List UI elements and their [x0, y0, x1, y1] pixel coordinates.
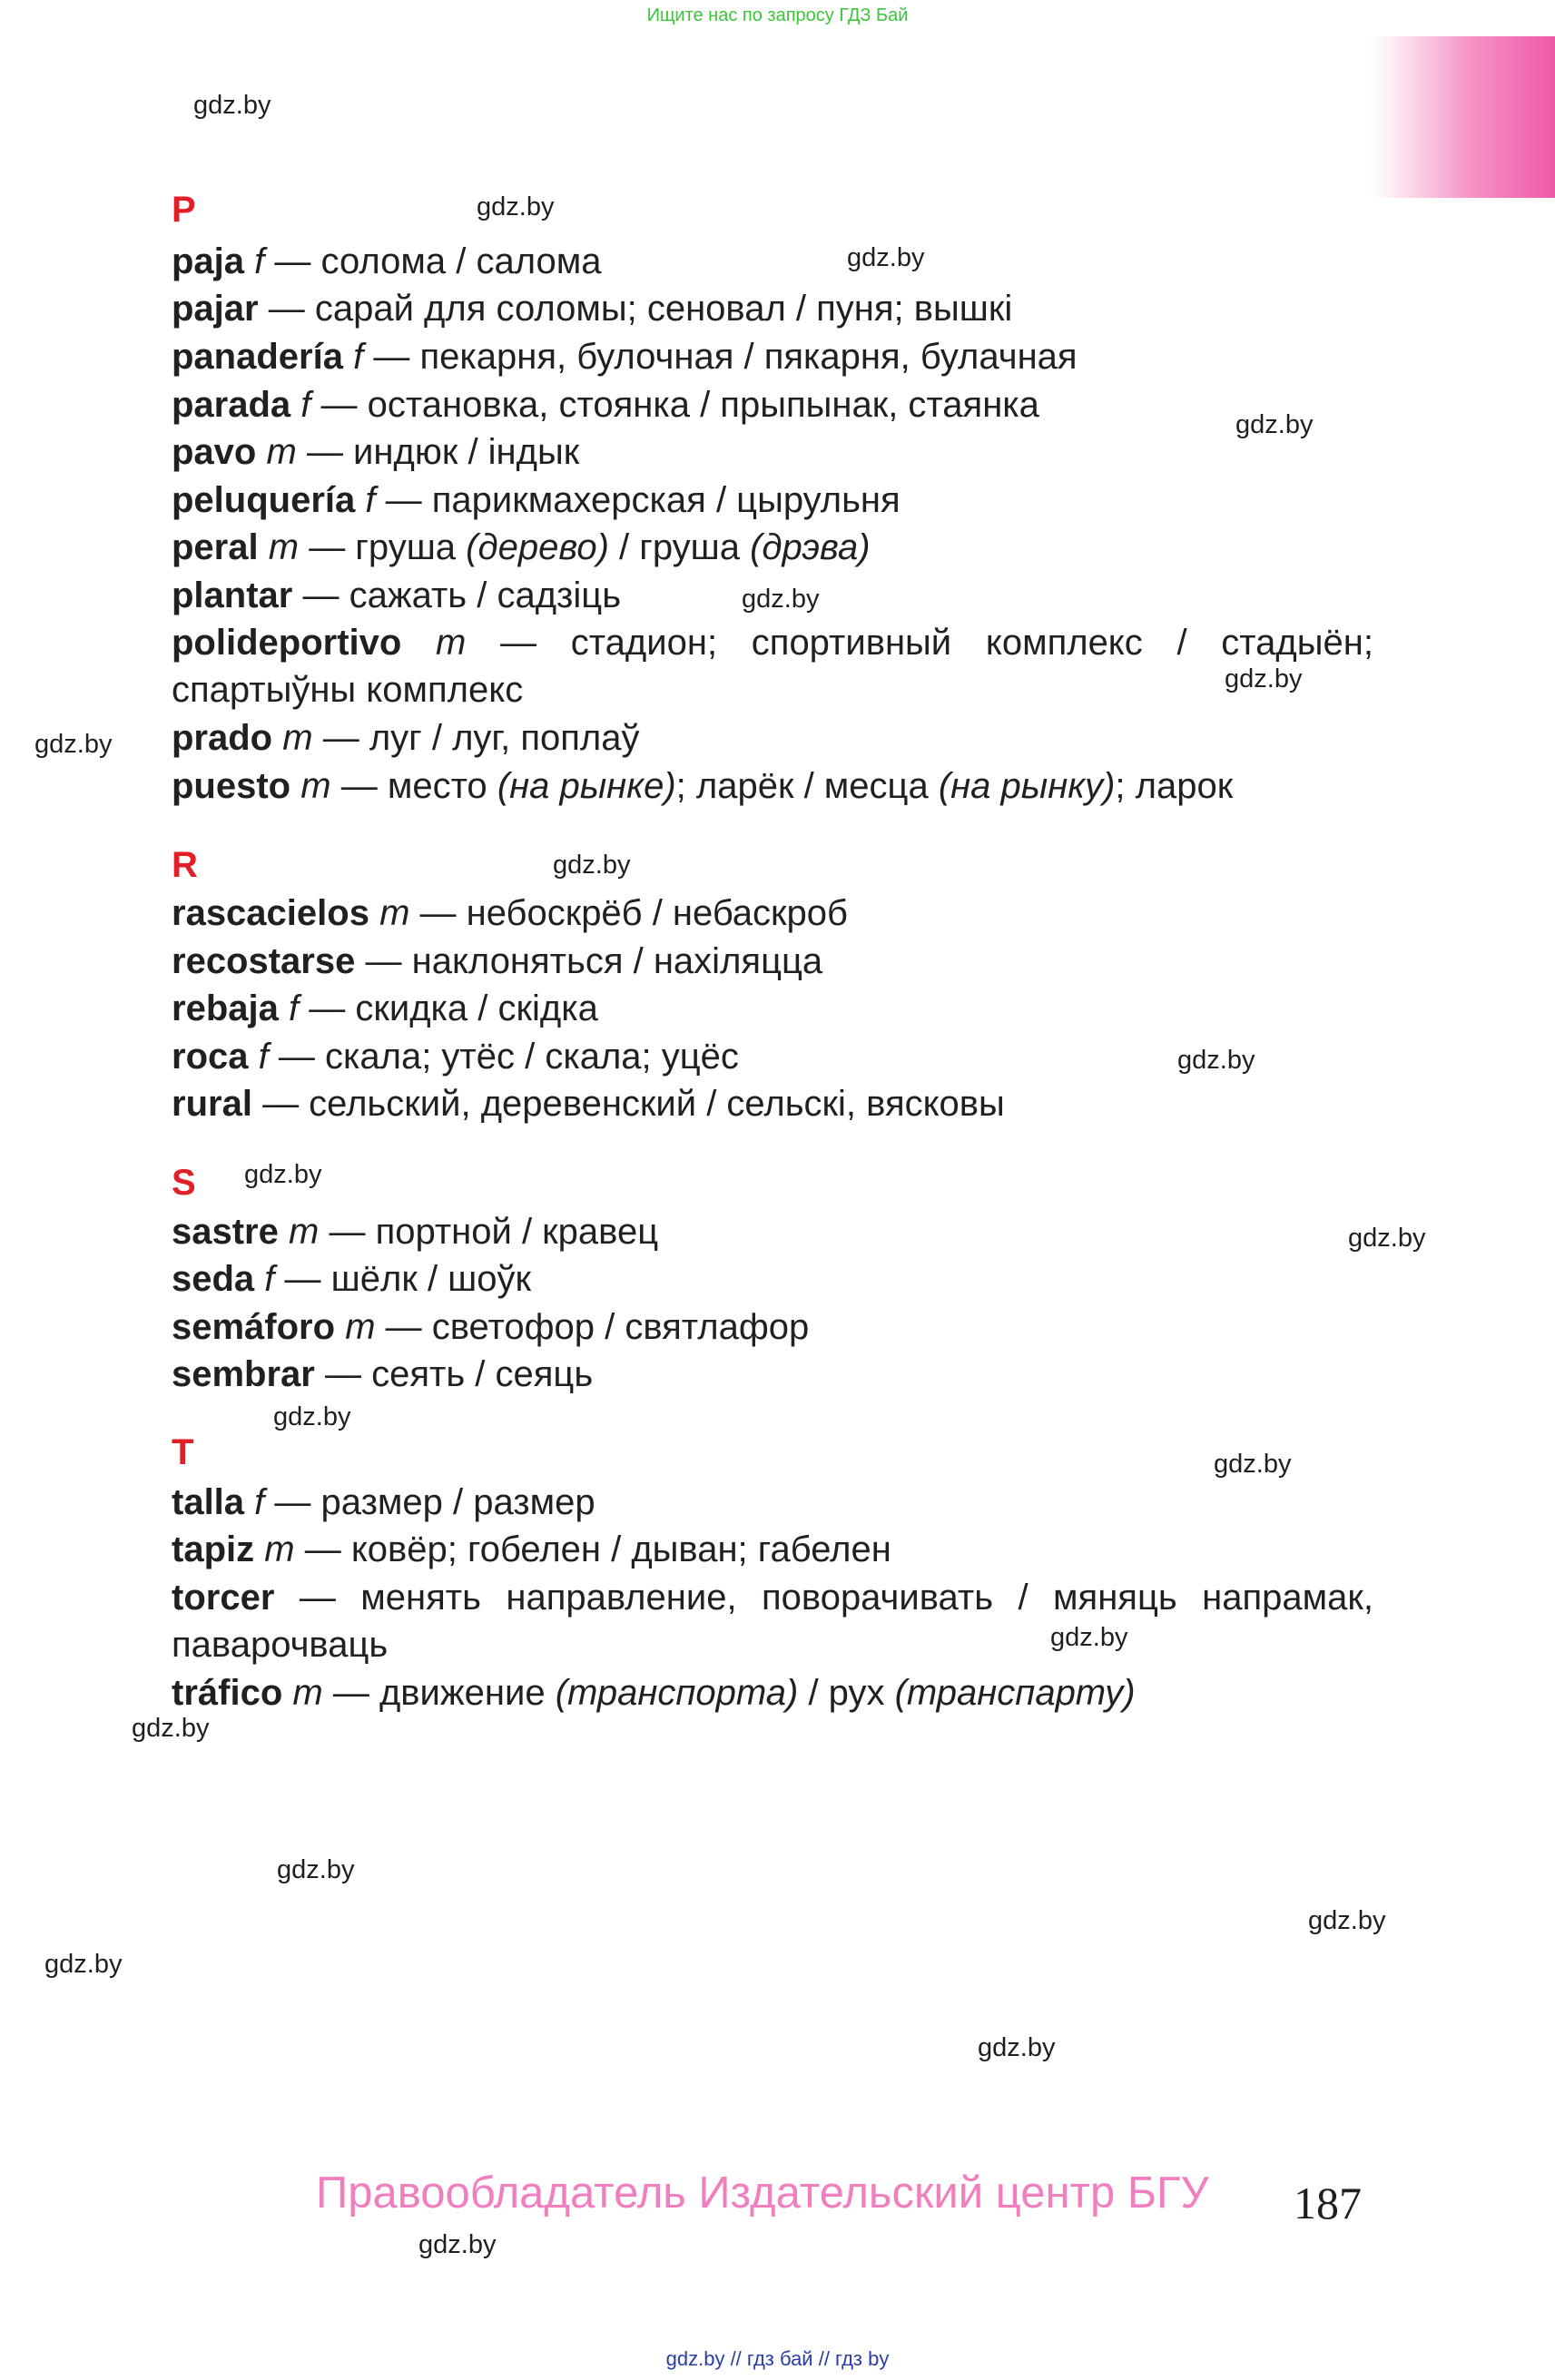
- headword: parada: [172, 385, 291, 425]
- entry-panaderia: [172, 333, 1373, 380]
- gender-mark: f: [264, 1259, 275, 1299]
- watermark: gdz.by: [742, 585, 820, 614]
- entry-polideportivo: [172, 619, 1373, 713]
- headword: prado: [172, 718, 273, 758]
- section-letter-t: T: [172, 1432, 194, 1472]
- watermark: gdz.by: [1214, 1450, 1292, 1479]
- gender-mark: f: [288, 988, 300, 1028]
- usage-note: (транспарту): [894, 1673, 1136, 1713]
- usage-note: (транспорта): [555, 1673, 799, 1713]
- watermark: gdz.by: [1235, 410, 1314, 439]
- headword: talla: [172, 1482, 245, 1522]
- entry-sembrar: [172, 1351, 1373, 1398]
- entry-rural: [172, 1080, 1373, 1127]
- headword: torcer: [172, 1578, 275, 1618]
- watermark: gdz.by: [1348, 1224, 1426, 1253]
- entry-talla: [172, 1479, 1373, 1526]
- watermark: gdz.by: [477, 192, 555, 221]
- watermark: gdz.by: [132, 1714, 210, 1743]
- entry-sastre: [172, 1208, 1373, 1255]
- entry-prado: [172, 714, 1373, 762]
- headword: recostarse: [172, 941, 356, 981]
- gender-mark: m: [436, 623, 467, 663]
- entry-peral: [172, 524, 1373, 571]
- translation: — остановка, стоянка / прыпынак, стаянка: [320, 385, 1039, 425]
- watermark: gdz.by: [34, 730, 113, 759]
- translation: — скала; утёс / скала; уцёс: [278, 1037, 739, 1077]
- entry-pajar: [172, 285, 1373, 332]
- pink-corner-tab: [1373, 36, 1555, 198]
- gender-mark: m: [300, 766, 331, 806]
- entry-tapiz: [172, 1526, 1373, 1573]
- headword: seda: [172, 1259, 255, 1299]
- entry-rascacielos: [172, 890, 1373, 937]
- watermark: gdz.by: [847, 243, 925, 272]
- headword: sembrar: [172, 1354, 315, 1394]
- translation: — движение: [332, 1673, 546, 1713]
- translation: — сельский, деревенский / сельскі, вясковы: [262, 1084, 1005, 1124]
- entry-peluqueria: [172, 477, 1373, 524]
- watermark: gdz.by: [1177, 1046, 1255, 1075]
- watermark: gdz.by: [273, 1402, 351, 1431]
- translation: — место: [340, 766, 487, 806]
- section-letter-r: R: [172, 845, 198, 885]
- usage-note: (на рынку): [938, 766, 1116, 806]
- translation: — наклоняться / нахіляцца: [365, 941, 823, 981]
- translation: / рух: [808, 1673, 885, 1713]
- translation: — небоскрёб / небаскроб: [419, 893, 848, 933]
- translation: — сеять / сеяць: [325, 1354, 594, 1394]
- headword: polideportivo: [172, 623, 402, 663]
- translation: — шёлк / шоўк: [284, 1259, 532, 1299]
- gender-mark: m: [268, 527, 300, 567]
- gender-mark: m: [292, 1673, 323, 1713]
- headword: semáforo: [172, 1307, 336, 1347]
- watermark: gdz.by: [193, 91, 271, 120]
- watermark: gdz.by: [553, 851, 631, 880]
- page-number: 187: [1294, 2178, 1362, 2228]
- entry-parada: [172, 381, 1373, 428]
- headword: peluquería: [172, 480, 356, 520]
- gender-mark: m: [282, 718, 313, 758]
- headword: pavo: [172, 432, 257, 472]
- translation: — парикмахерская / цырульня: [385, 480, 901, 520]
- watermark: gdz.by: [418, 2230, 497, 2259]
- translation: — луг / луг, поплаў: [322, 718, 640, 758]
- gender-mark: f: [254, 241, 265, 281]
- translation: — солома / салома: [274, 241, 602, 281]
- translation: — размер / размер: [274, 1482, 595, 1522]
- translation: — ковёр; гобелен / дыван; габелен: [304, 1529, 891, 1569]
- translation: ; ларок: [1115, 766, 1234, 806]
- headword: puesto: [172, 766, 291, 806]
- entry-puesto: [172, 762, 1373, 810]
- gender-mark: f: [365, 480, 376, 520]
- headword: sastre: [172, 1212, 279, 1252]
- gender-mark: f: [254, 1482, 265, 1522]
- watermark: gdz.by: [1050, 1623, 1128, 1652]
- watermark: gdz.by: [1308, 1906, 1386, 1935]
- usage-note: (дерево): [466, 527, 609, 567]
- watermark: gdz.by: [978, 2033, 1056, 2062]
- headword: roca: [172, 1037, 249, 1077]
- headword: panadería: [172, 337, 343, 377]
- translation: ; ларёк / месца: [675, 766, 929, 806]
- gender-mark: m: [379, 893, 410, 933]
- translation: — пекарня, булочная / пякарня, булачная: [373, 337, 1078, 377]
- translation: — стадион; спортивный комплекс / стадыён; спартыўны комплекс: [172, 623, 1373, 710]
- translation: — сажать / садзіць: [302, 575, 622, 615]
- section-letter-p: P: [172, 190, 196, 230]
- gender-mark: m: [264, 1529, 295, 1569]
- gender-mark: f: [258, 1037, 269, 1077]
- entry-torcer: [172, 1574, 1373, 1668]
- headword: rascacielos: [172, 893, 369, 933]
- headword: pajar: [172, 289, 259, 329]
- entry-trafico: [172, 1669, 1373, 1716]
- translation: — менять направление, поворачивать / мяняць напрамак, паварочваць: [172, 1578, 1373, 1665]
- headword: rural: [172, 1084, 252, 1124]
- entry-plantar: [172, 572, 1373, 619]
- translation: / груша: [619, 527, 740, 567]
- usage-note: (на рынке): [497, 766, 676, 806]
- translation: — портной / кравец: [329, 1212, 659, 1252]
- translation: — сарай для соломы; сеновал / пуня; вышкі: [268, 289, 1013, 329]
- watermark: gdz.by: [1225, 664, 1303, 693]
- copyright-footer: Правообладатель Издательский центр БГУ: [316, 2169, 1209, 2218]
- translation: — светофор / святлафор: [385, 1307, 810, 1347]
- gender-mark: m: [345, 1307, 376, 1347]
- headword: peral: [172, 527, 259, 567]
- usage-note: (дрэва): [750, 527, 871, 567]
- entry-rebaja: [172, 985, 1373, 1032]
- headword: paja: [172, 241, 245, 281]
- section-letter-s: S: [172, 1163, 196, 1203]
- top-banner: Ищите нас по запросу ГДЗ Бай: [646, 5, 909, 25]
- entry-recostarse: [172, 938, 1373, 985]
- headword: rebaja: [172, 988, 279, 1028]
- entry-paja: [172, 238, 1373, 285]
- watermark: gdz.by: [244, 1160, 322, 1189]
- entry-semaforo: [172, 1303, 1373, 1351]
- entry-seda: [172, 1255, 1373, 1303]
- translation: — скидка / скідка: [309, 988, 598, 1028]
- watermark: gdz.by: [277, 1855, 355, 1884]
- headword: tráfico: [172, 1673, 283, 1713]
- gender-mark: m: [266, 432, 297, 472]
- gender-mark: f: [300, 385, 311, 425]
- headword: plantar: [172, 575, 293, 615]
- gender-mark: f: [353, 337, 364, 377]
- headword: tapiz: [172, 1529, 255, 1569]
- translation: — индюк / індык: [306, 432, 580, 472]
- entry-pavo: [172, 428, 1373, 476]
- watermark: gdz.by: [44, 1950, 123, 1979]
- bottom-links[interactable]: gdz.by // гдз бай // гдз by: [665, 2347, 890, 2370]
- gender-mark: m: [289, 1212, 320, 1252]
- translation: — груша: [309, 527, 457, 567]
- entry-roca: [172, 1033, 1373, 1080]
